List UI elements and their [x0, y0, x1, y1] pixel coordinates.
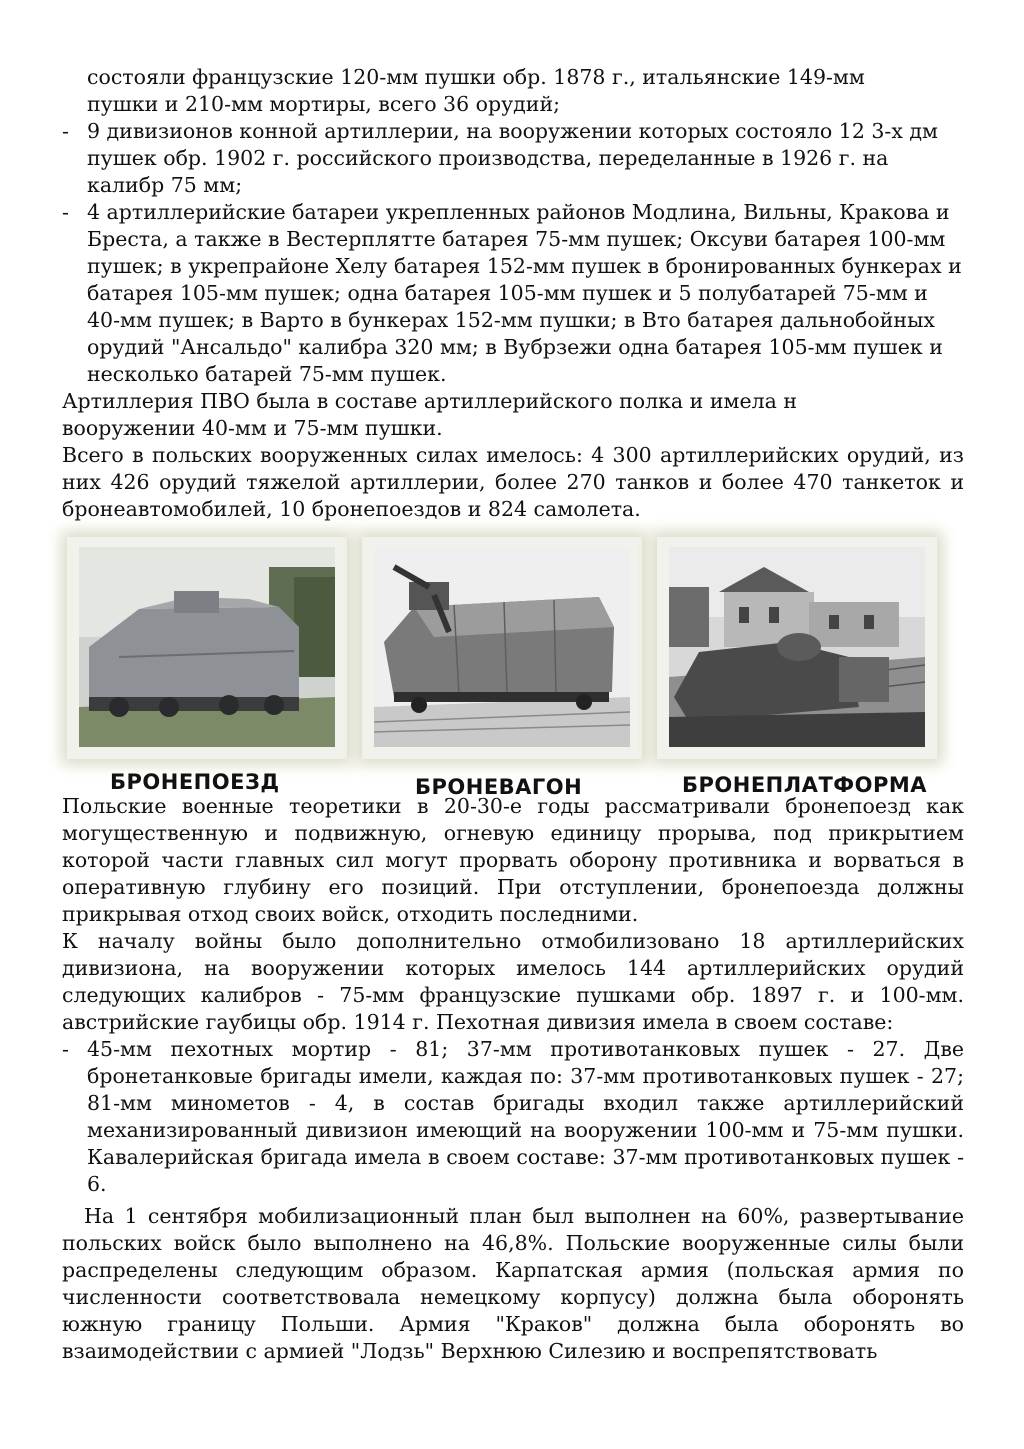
- caption-armored-train: БРОНЕПОЕЗД: [110, 770, 280, 794]
- armored-train-image: [79, 547, 335, 747]
- photo-armored-train: [67, 537, 347, 759]
- list-item: [62, 1036, 964, 1198]
- list-item-text: 9 дивизионов конной артиллерии, на вооружении которых состояло 12 3-х дм пушек обр. 1902 г. российского производства, переделанные в 1926 г. на калибр 75 мм;: [87, 119, 938, 197]
- bottom-text-block: [62, 793, 964, 1365]
- top-text-block: [62, 64, 964, 523]
- photo-row: [62, 537, 967, 797]
- list-item-text: 4 артиллерийские батареи укрепленных районов Модлина, Вильны, Кракова и Бреста, а также в Вестерплятте батарея 75-мм пушек; Оксуви батарея 100-мм пушек; в укрепрайоне Хелу батарея 152-мм пушек в бронированных бункерах и батарея 105-мм пушек; одна батарея 105-мм пушек и 5 полубатарей 75-мм и 40-мм пушек; в Варто в бункерах 152-мм пушки; в Вто батарея дальнобойных орудий "Ансальдо" калибра 320 мм; в Вубрзежи одна батарея 105-мм пушек и несколько батарей 75-мм пушек.: [87, 200, 962, 386]
- armored-wagon-image: [374, 547, 630, 747]
- caption-armored-wagon: БРОНЕВАГОН: [415, 775, 583, 799]
- photo-armored-platform: [657, 537, 937, 759]
- list-dash: -: [62, 200, 69, 224]
- photo-armored-wagon: [362, 537, 642, 759]
- continued-line-1: состояли французские 120-мм пушки обр. 1878 г., итальянские 149-мм: [87, 65, 865, 89]
- list-dash: -: [62, 1037, 69, 1061]
- list-item: [62, 118, 964, 199]
- paragraph-september: На 1 сентября мобилизационный план был выполнен на 60%, развертывание польских войск было выполнено на 46,8%. Польские вооруженные силы были распределены следующим образом. Карпатская армия (польская армия по численности соответствовала немецкому корпусу) должна была оборонять южную границу Польши. Армия "Краков" должна была оборонять во взаимодействии с армией "Лодзь" Верхнюю Силезию и воспрепятствовать: [62, 1204, 964, 1363]
- list-dash: -: [62, 119, 69, 143]
- paragraph-air-defense: Артиллерия ПВО была в составе артиллерийского полка и имела н вооружении 40-мм и 75-мм пушки.: [62, 389, 797, 440]
- armored-platform-image: [669, 547, 925, 747]
- list-item-text: 45-мм пехотных мортир - 81; 37-мм противотанковых пушек - 27. Две бронетанковые бригады имели, каждая по: 37-мм противотанковых пушек - 27; 81-мм минометов - 4, в состав бригады входил также артиллерийский механизированный дивизион имеющий на вооружении 100-мм и 75-мм пушки. Кавалерийская бригада имела в своем составе: 37-мм противотанковых пушек - 6.: [87, 1037, 964, 1196]
- caption-armored-platform: БРОНЕПЛАТФОРМА: [682, 773, 927, 797]
- paragraph-theorists: Польские военные теоретики в 20-30-е годы рассматривали бронепоезд как могущественную и подвижную, огневую единицу прорыва, под прикрытием которой части главных сил могут прорвать оборону противника и ворваться в оперативную глубину его позиций. При отступлении, бронепоезда должны прикрывая отход своих войск, отходить последними.: [62, 794, 964, 926]
- paragraph-mobilization: К началу войны было дополнительно отмобилизовано 18 артиллерийских дивизиона, на вооружении которых имелось 144 артиллерийских орудий следующих калибров - 75-мм французские пушками обр. 1897 г. и 100-мм. австрийские гаубицы обр. 1914 г. Пехотная дивизия имела в своем составе:: [62, 929, 964, 1034]
- list-item: [62, 199, 964, 388]
- paragraph-total-forces: Всего в польских вооруженных силах имелось: 4 300 артиллерийских орудий, из них 426 орудий тяжелой артиллерии, более 270 танков и более 470 танкеток и бронеавтомобилей, 10 бронепоездов и 824 самолета.: [62, 443, 964, 521]
- continued-line-2: пушки и 210-мм мортиры, всего 36 орудий;: [87, 92, 561, 116]
